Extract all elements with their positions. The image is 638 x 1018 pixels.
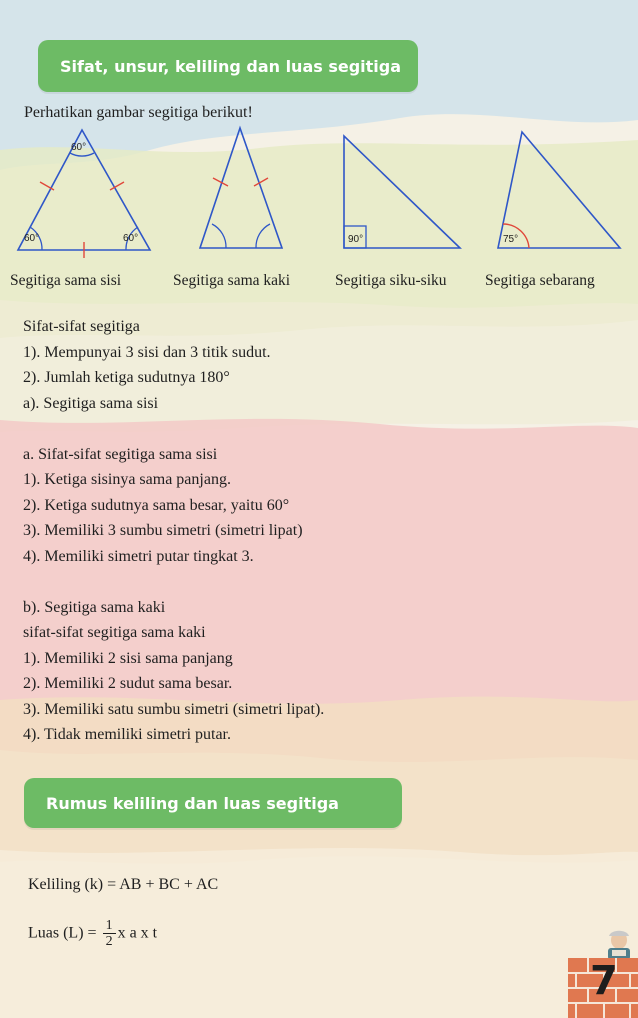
text-line: a. Sifat-sifat segitiga sama sisi (23, 445, 218, 463)
text-line: 1). Memiliki 2 sisi sama panjang (23, 649, 233, 667)
luas-suffix: x a x t (117, 924, 158, 942)
label-isosceles: Segitiga sama kaki (173, 272, 291, 289)
text-line: 1). Mempunyai 3 sisi dan 3 titik sudut. (23, 343, 271, 361)
text-line: 4). Tidak memiliki simetri putar. (23, 726, 231, 743)
angle-label-left: 60° (24, 233, 40, 244)
triangle-figures (0, 124, 638, 264)
banner-title-text: Sifat, unsur, keliling dan luas segitiga (60, 56, 402, 76)
angle-label-right-angle: 90° (348, 234, 364, 245)
angle-label-right: 60° (123, 233, 139, 244)
text-line: 3). Memiliki satu sumbu simetri (simetri lipat). (23, 700, 325, 718)
blank-line (23, 416, 324, 442)
text-line: 4). Memiliki simetri putar tingkat 3. (23, 547, 254, 565)
intro-text: Perhatikan gambar segitiga berikut! (24, 104, 253, 121)
fraction-numerator: 1 (103, 918, 116, 934)
label-right: Segitiga siku-siku (335, 272, 447, 289)
section-banner-title (38, 40, 418, 92)
text-line: b). Segitiga sama kaki (23, 598, 166, 616)
worker-illustration-icon (600, 926, 638, 962)
blank-line (23, 569, 324, 595)
properties-text (23, 314, 324, 748)
fraction-half (103, 918, 116, 950)
text-line: Sifat-sifat segitiga (23, 318, 140, 335)
angle-label-top: 60° (71, 142, 87, 153)
text-line: 2). Memiliki 2 sudut sama besar. (23, 675, 233, 692)
formula-banner-title (24, 778, 402, 828)
angle-label-scalene: 75° (503, 234, 519, 245)
page-number: 7 (590, 958, 618, 1004)
label-scalene: Segitiga sebarang (485, 272, 595, 289)
text-line: a). Segitiga sama sisi (23, 394, 159, 412)
text-line: sifat-sifat segitiga sama kaki (23, 624, 206, 641)
triangle-isosceles (200, 128, 282, 248)
text-line: 2). Ketiga sudutnya sama besar, yaitu 60° (23, 496, 290, 514)
formula-luas (28, 918, 157, 950)
fraction-denominator: 2 (105, 934, 113, 949)
text-line: 3). Memiliki 3 sumbu simetri (simetri lipat) (23, 522, 303, 539)
text-line: 2). Jumlah ketiga sudutnya 180° (23, 369, 230, 386)
label-equilateral: Segitiga sama sisi (10, 272, 122, 289)
triangle-right (344, 136, 460, 248)
formula-keliling: Keliling (k) = AB + BC + AC (28, 876, 219, 893)
triangle-scalene (498, 132, 620, 248)
luas-prefix: Luas (L) = (28, 924, 97, 942)
text-line: 1). Ketiga sisinya sama panjang. (23, 471, 231, 488)
banner2-title-text: Rumus keliling dan luas segitiga (46, 793, 339, 813)
